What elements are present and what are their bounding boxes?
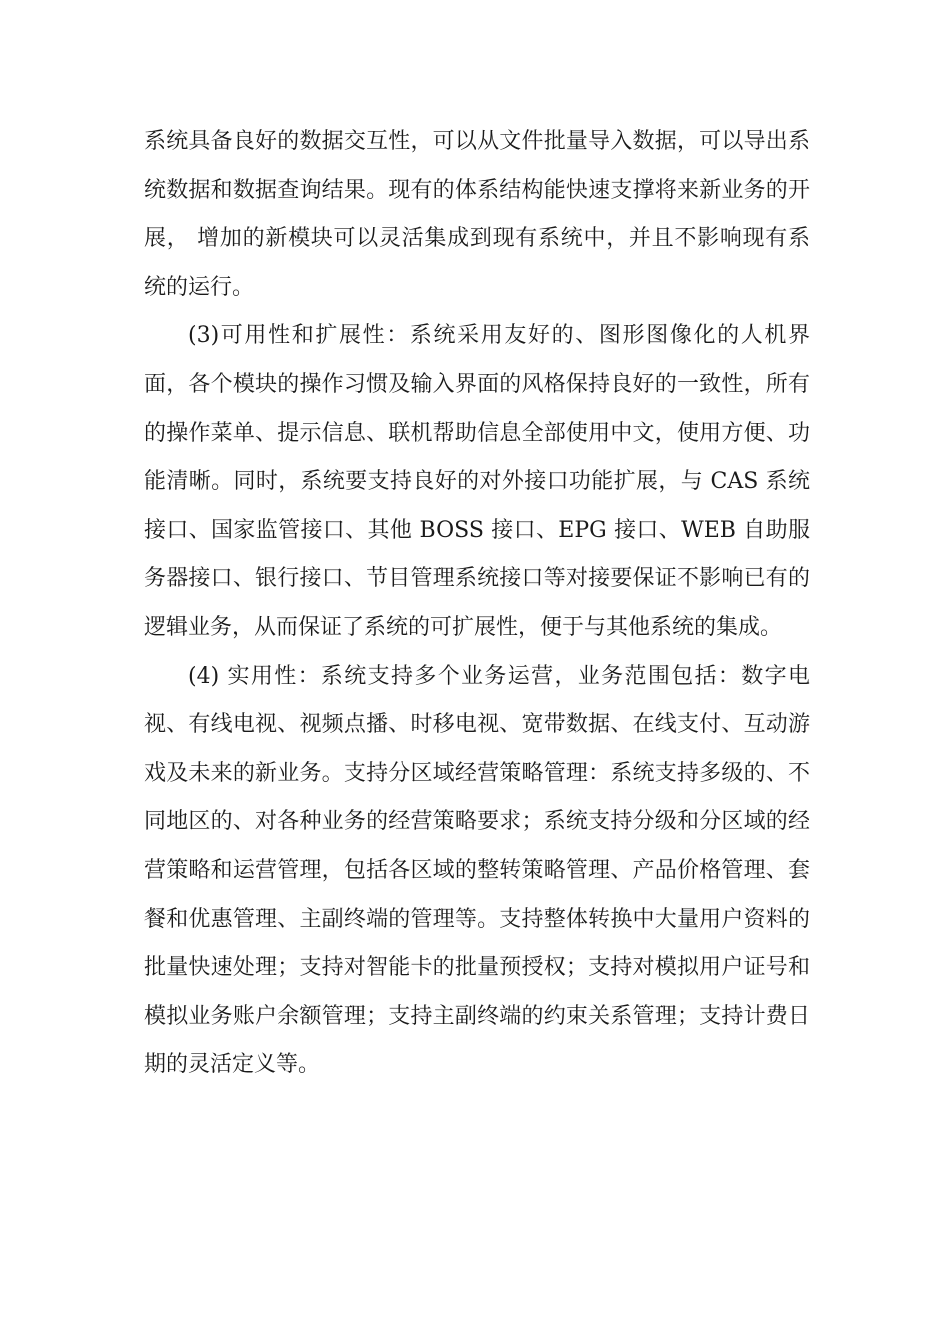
document-page: [144, 118, 810, 1090]
paragraph-usability-extensibility: (3)可用性和扩展性：系统采用友好的、图形图像化的人机界面，各个模块的操作习惯及输入界面的风格保持良好的一致性，所有的操作菜单、提示信息、联机帮助信息全部使用中文，使用方便、功能清晰。同时，系统要支持良好的对外接口功能扩展，与 CAS 系统接口、国家监管接口、其他 BOSS 接口、EPG 接口、WEB 自助服务器接口、银行接口、节目管理系统接口等对接要保证不影响已有的逻辑业务，从而保证了系统的可扩展性，便于与其他系统的集成。: [144, 323, 810, 640]
paragraph-data-interoperability: 系统具备良好的数据交互性，可以从文件批量导入数据，可以导出系统数据和数据查询结果。现有的体系结构能快速支撑将来新业务的开展， 增加的新模块可以灵活集成到现有系统中，并且不影响现有系统的运行。: [144, 129, 810, 300]
paragraph-practicality: (4) 实用性：系统支持多个业务运营，业务范围包括：数字电视、有线电视、视频点播、时移电视、宽带数据、在线支付、互动游戏及未来的新业务。支持分区域经营策略管理：系统支持多级的、不同地区的、对各种业务的经营策略要求；系统支持分级和分区域的经营策略和运营管理，包括各区域的整转策略管理、产品价格管理、套餐和优惠管理、主副终端的管理等。支持整体转换中大量用户资料的批量快速处理；支持对智能卡的批量预授权；支持对模拟用户证号和模拟业务账户余额管理；支持主副终端的约束关系管理；支持计费日期的灵活定义等。: [144, 663, 810, 1078]
